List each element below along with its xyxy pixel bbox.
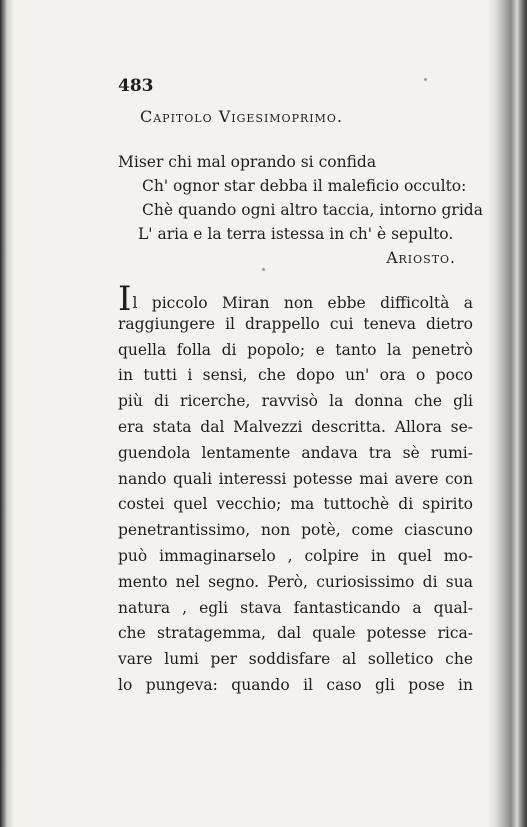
body-line: nando quali interessi potesse mai avere con xyxy=(118,469,473,488)
body-line: quella folla di popolo; e tanto la penetrò xyxy=(118,340,473,359)
body-line: lo pungeva: quando il caso gli pose in xyxy=(118,675,473,694)
paper-speck xyxy=(424,78,427,81)
page-right-edge-binding xyxy=(487,0,527,827)
body-line: mento nel segno. Però, curiosissimo di sua xyxy=(118,572,473,591)
body-text xyxy=(118,279,473,699)
epigraph-line: L' aria e la terra istessa in ch' è sepulto. xyxy=(138,225,454,243)
body-line xyxy=(118,279,473,319)
body-line: raggiungere il drappello cui teneva dietro xyxy=(118,314,473,333)
body-line: vare lumi per soddisfare al solletico che xyxy=(118,650,473,669)
page-left-edge-shadow xyxy=(0,0,14,827)
body-line: guendola lentamente andava tra sè rumi- xyxy=(118,443,473,462)
body-line: in tutti i sensi, che dopo un' ora o poco xyxy=(118,366,473,385)
epigraph-line: Ch' ognor star debba il maleficio occulto: xyxy=(142,177,467,195)
paper-speck xyxy=(262,268,265,271)
body-line: natura , egli stava fantasticando a qual- xyxy=(118,598,473,617)
page-number: 483 xyxy=(118,76,154,96)
drop-cap: I xyxy=(118,279,132,319)
body-line: era stata dal Malvezzi descritta. Allora se- xyxy=(118,417,473,436)
body-line: penetrantissimo, non potè, come ciascuno xyxy=(118,521,473,540)
body-line: costei quel vecchio; ma tuttochè di spirito xyxy=(118,495,473,514)
epigraph-line: Chè quando ogni altro taccia, intorno grida xyxy=(142,201,483,219)
body-line: può immaginarselo , colpire in quel mo- xyxy=(118,546,473,565)
epigraph-line: Miser chi mal oprando si confida xyxy=(118,153,377,171)
body-line: più di ricerche, ravvisò la donna che gli xyxy=(118,392,473,411)
body-first-line-text: l piccolo Miran non ebbe difficoltà a xyxy=(132,294,473,312)
chapter-title: Capitolo Vigesimoprimo. xyxy=(140,107,343,126)
epigraph-author: Ariosto. xyxy=(386,249,456,267)
epigraph xyxy=(118,150,483,270)
body-line: che stratagemma, dal quale potesse rica- xyxy=(118,624,473,643)
